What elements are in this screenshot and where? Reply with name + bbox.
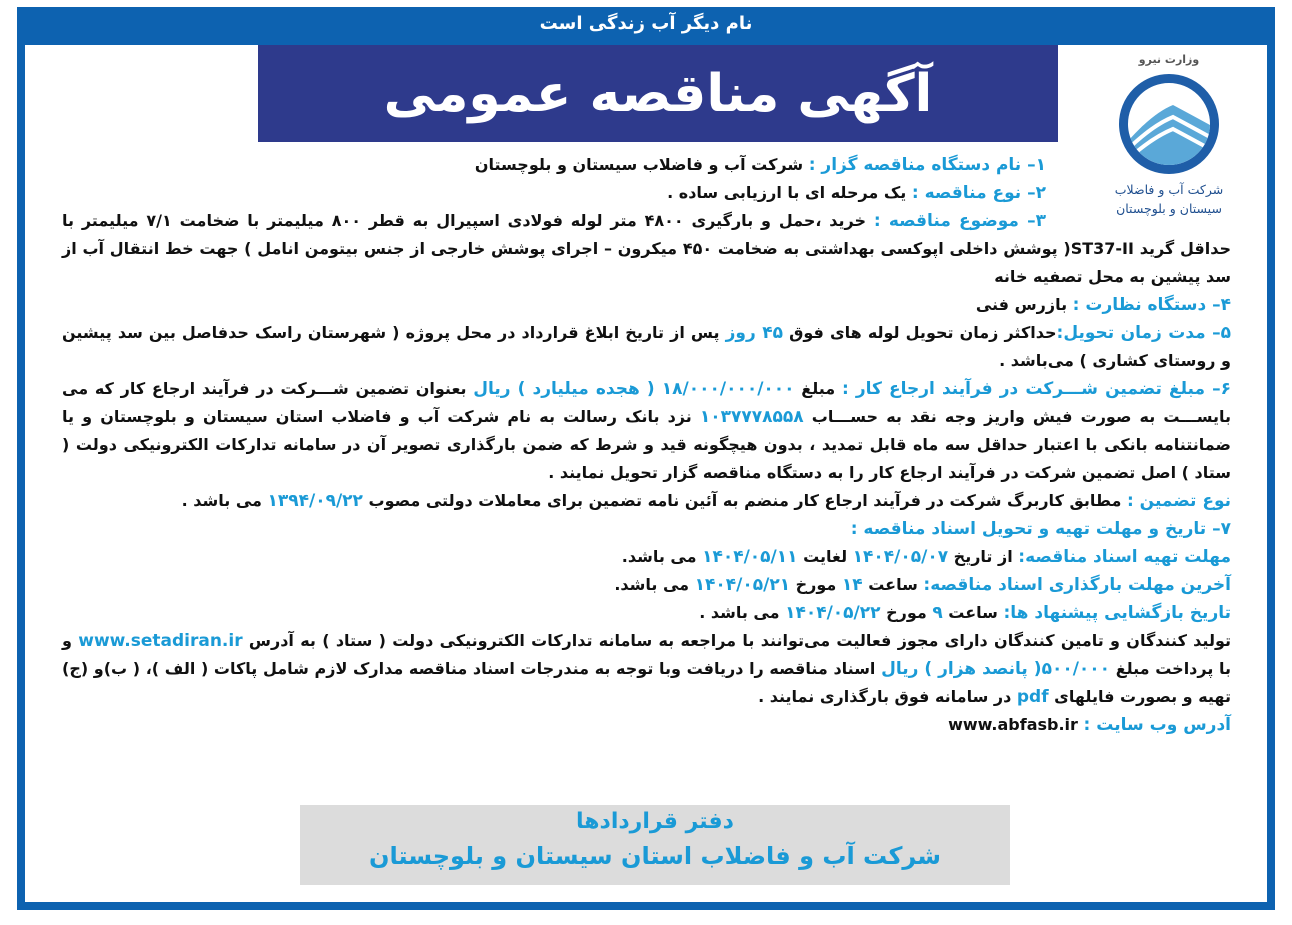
body-text: بعنوان تضمین شـــرکت در فرآیند ارجاع کار که می بایســـت به صورت فیش واریز وجه نقد به حســـاب	[62, 379, 1232, 426]
highlighted-text: ۱– نام دستگاه مناقصه گزار :	[808, 155, 1046, 175]
body-text: از تاریخ	[948, 547, 1019, 566]
body-text: یک مرحله ای با ارزیابی ساده .	[667, 183, 912, 202]
notice-title: آگهی مناقصه عمومی	[258, 45, 1058, 142]
body-text: اسناد مناقصه را دریافت وبا توجه به مندرجات اسناد مناقصه مدارک لازم شامل پاکات ( الف )، ( ب)و (ج) تهیه و بصورت فایلهای	[62, 659, 1231, 706]
notice-paragraph	[62, 487, 1231, 515]
notice-paragraph	[62, 543, 1231, 571]
website-link[interactable]: www.abfasb.ir	[948, 715, 1078, 734]
body-text: تولید کنندگان و تامین کنندگان دارای مجوز فعالیت می‌توانند با مراجعه به سامانه تدارکات الکترونیکی دولت ( ستاد ) به آدرس	[242, 631, 1232, 650]
highlighted-text: ۱۳۹۴/۰۹/۲۲	[267, 491, 363, 511]
highlighted-text: pdf	[1016, 687, 1049, 707]
highlighted-text: ۳– موضوع مناقصه :	[873, 211, 1047, 231]
footer-signature	[300, 805, 1010, 885]
body-text: مورخ	[880, 603, 933, 622]
highlighted-text: آخرین مهلت بارگذاری اسناد مناقصه:	[923, 575, 1231, 595]
footer-company: شرکت آب و فاضلاب استان سیستان و بلوچستان	[369, 842, 941, 870]
notice-paragraph	[62, 599, 1231, 627]
highlighted-text: ۲– نوع مناقصه :	[911, 183, 1046, 203]
highlighted-text: ۱۴۰۴/۰۵/۰۷	[852, 547, 949, 567]
website-link[interactable]: www.setadiran.ir	[78, 631, 243, 651]
body-text: شرکت آب و فاضلاب سیستان و بلوچستان	[474, 155, 809, 174]
notice-paragraph	[62, 627, 1231, 711]
notice-body	[25, 45, 1267, 902]
slogan: نام دیگر آب زندگی است	[539, 13, 753, 34]
body-text: بازرس فنی	[975, 295, 1073, 314]
body-text: مطابق کاربرگ شرکت در فرآیند ارجاع کار منضم به آئین نامه تضمین برای معاملات دولتی مصوب	[362, 491, 1127, 510]
footer-office: دفتر قراردادها	[576, 809, 734, 834]
notice-paragraph	[62, 375, 1231, 487]
body-text: و با پرداخت مبلغ	[62, 631, 1232, 678]
notice-paragraph	[62, 319, 1231, 375]
highlighted-text: ۱۴۰۴/۰۵/۲۲	[785, 603, 881, 623]
body-text: در سامانه فوق بارگذاری نمایند .	[758, 687, 1017, 706]
highlighted-text: ۵۰۰/۰۰۰( پانصد هزار ) ریال	[881, 659, 1111, 679]
highlighted-text: ۹	[932, 603, 943, 623]
notice-frame	[17, 7, 1275, 910]
notice-text	[62, 151, 1231, 739]
body-text: ساعت	[862, 575, 924, 594]
highlighted-text: تاریخ بازگشایی پیشنهاد ها:	[1003, 603, 1231, 623]
body-text: ساعت	[942, 603, 1004, 622]
highlighted-text: ۵– مدت زمان تحویل:	[1056, 323, 1231, 343]
highlighted-text: ۶– مبلغ تضمین شـــرکت در فرآیند ارجاع کار :	[841, 379, 1231, 399]
body-text: می باشد.	[621, 547, 703, 566]
highlighted-text: ۱۴	[841, 575, 863, 595]
notice-paragraph	[62, 571, 1231, 599]
body-text: خرید ،حمل و بارگیری ۴۸۰۰ متر لوله فولادی اسپیرال به قطر ۸۰۰ میلیمتر با ضخامت ۷/۱ میلیمتر با حداقل گرید ST37-II( پوشش داخلی اپوکسی بهداشتی به ضخامت ۴۵۰ میکرون – اجرای پوشش خارجی از جنس بیتومن انامل ) جهت خط انتقال آب از سد پیشین به محل تصفیه خانه	[62, 211, 1231, 286]
highlighted-text: ۱۴۰۴/۰۵/۲۱	[694, 575, 791, 595]
body-text: پس از تاریخ ابلاغ قرارداد در محل پروژه ( شهرستان راسک حدفاصل بین سد پیشین و روستای کشاری ) می‌باشد .	[62, 323, 1231, 370]
logo-company-line2: سیستان و بلوچستان	[1116, 201, 1222, 216]
ministry-label: وزارت نیرو	[1138, 53, 1200, 66]
highlighted-text: ۷– تاریخ و مهلت تهیه و تحویل اسناد مناقصه :	[850, 519, 1231, 539]
highlighted-text: نوع تضمین :	[1126, 491, 1231, 511]
highlighted-text: ۱۸/۰۰۰/۰۰۰/۰۰۰ ( هجده میلیارد ) ریال	[473, 379, 795, 399]
notice-paragraph	[62, 711, 1231, 739]
logo-company-line1: شرکت آب و فاضلاب	[1114, 182, 1224, 197]
highlighted-text: آدرس وب سایت :	[1083, 715, 1231, 735]
notice-paragraph	[62, 291, 1231, 319]
highlighted-text: ۱۴۰۴/۰۵/۱۱	[702, 547, 798, 567]
body-text: می باشد .	[699, 603, 786, 622]
body-text: می باشد .	[181, 491, 268, 510]
highlighted-text: ۴– دستگاه نظارت :	[1072, 295, 1231, 315]
highlighted-text: ۴۵ روز	[725, 323, 783, 343]
body-text: لغایت	[797, 547, 853, 566]
notice-paragraph	[62, 515, 1231, 543]
body-text: حداکثر زمان تحویل لوله های فوق	[782, 323, 1057, 342]
highlighted-text: مهلت تهیه اسناد مناقصه:	[1018, 547, 1231, 567]
highlighted-text: ۱۰۳۷۷۷۸۵۵۸	[699, 407, 804, 427]
body-text: نزد بانک رسالت به نام شرکت آب و فاضلاب استان سیستان و بلوچستان و یا ضمانتنامه بانکی با اعتبار حداقل سه ماه قابل تمدید ، بدون هیچگونه قید و شرط که ضمن بارگذاری تصویر آن در سامانه تدارکات الکترونیکی دولت ( ستاد ) اصل تضمین شرکت در فرآیند ارجاع کار را به دستگاه مناقصه گزار تحویل نمایند .	[62, 407, 1231, 482]
body-text: مورخ	[790, 575, 842, 594]
body-text: مبلغ	[794, 379, 842, 398]
body-text: می باشد.	[614, 575, 695, 594]
